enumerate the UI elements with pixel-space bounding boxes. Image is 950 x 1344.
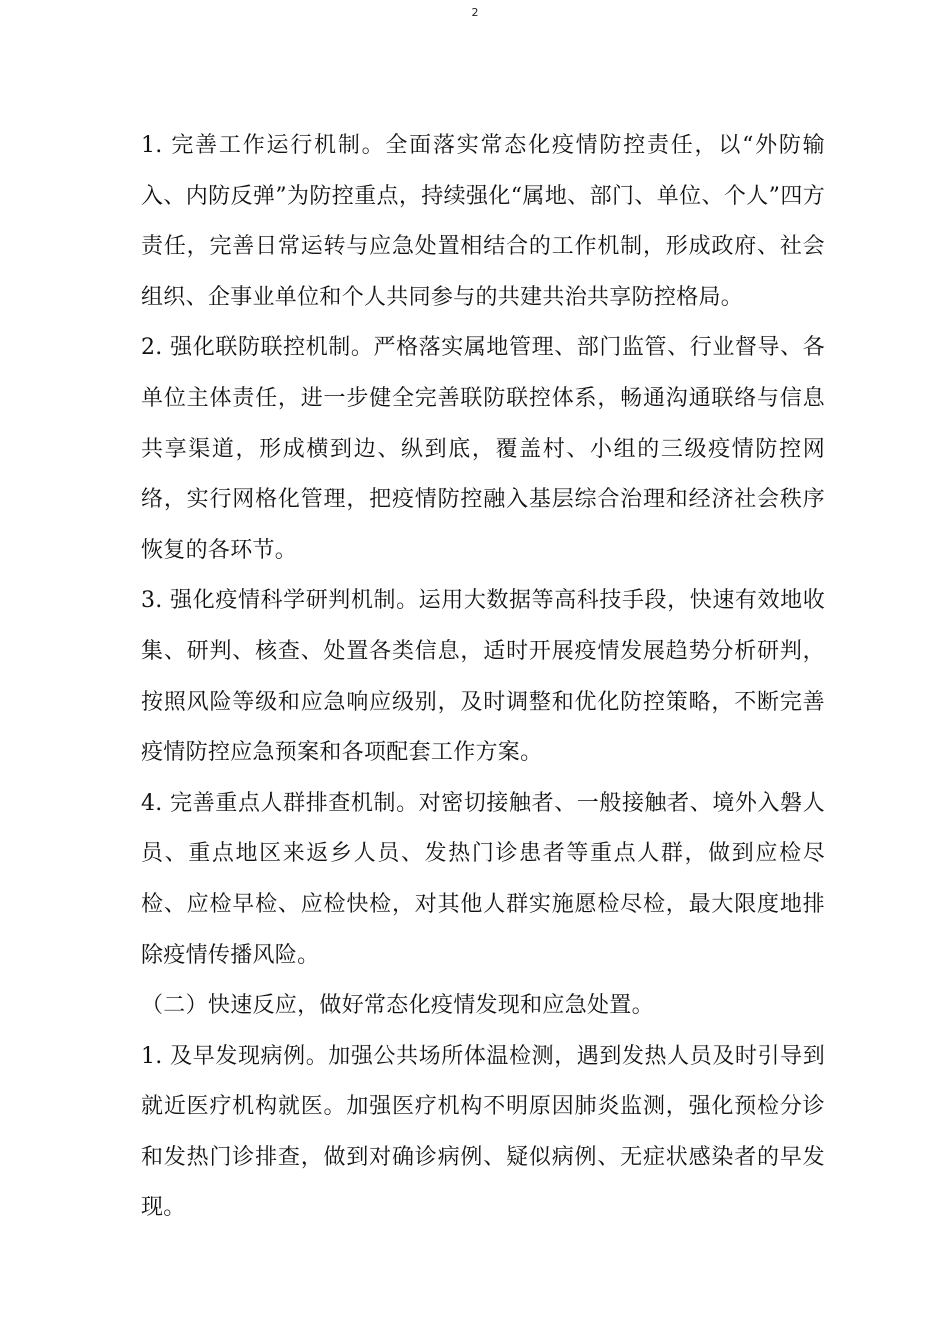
paragraph-1: 1. 完善工作运行机制。全面落实常态化疫情防控责任，以“外防输入、内防反弹”为防控重点，持续强化“属地、部门、单位、个人”四方责任，完善日常运转与应急处置相结合的工作机制，形成政府、社会组织、企事业单位和个人共同参与的共建共治共享防控格局。 (141, 133, 825, 310)
page-number: 2 (471, 6, 479, 19)
paragraph-4: 4. 完善重点人群排查机制。对密切接触者、一般接触者、境外入磐人员、重点地区来返乡人员、发热门诊患者等重点人群，做到应检尽检、应检早检、应检快检，对其他人群实施愿检尽检，最大限度地排除疫情传播风险。 (141, 790, 825, 968)
section-heading: （二）快速反应，做好常态化疫情发现和应急处置。 (141, 993, 654, 1019)
paragraph-3: 3. 强化疫情科学研判机制。运用大数据等高科技手段，快速有效地收集、研判、核查、处置各类信息，适时开展疫情发展趋势分析研判，按照风险等级和应急响应级别，及时调整和优化防控策略，不断完善疫情防控应急预案和各项配套工作方案。 (141, 588, 825, 766)
document-body (141, 121, 825, 1234)
paragraph-2: 2. 强化联防联控机制。严格落实属地管理、部门监管、行业督导、各单位主体责任，进一步健全完善联防联控体系，畅通沟通联络与信息共享渠道，形成横到边、纵到底，覆盖村、小组的三级疫情防控网络，实行网格化管理，把疫情防控融入基层综合治理和经济社会秩序恢复的各环节。 (141, 335, 825, 563)
paragraph-5: 1. 及早发现病例。加强公共场所体温检测，遇到发热人员及时引导到就近医疗机构就医。加强医疗机构不明原因肺炎监测，强化预检分诊和发热门诊排查，做到对确诊病例、疑似病例、无症状感染者的早发现。 (141, 1043, 825, 1221)
